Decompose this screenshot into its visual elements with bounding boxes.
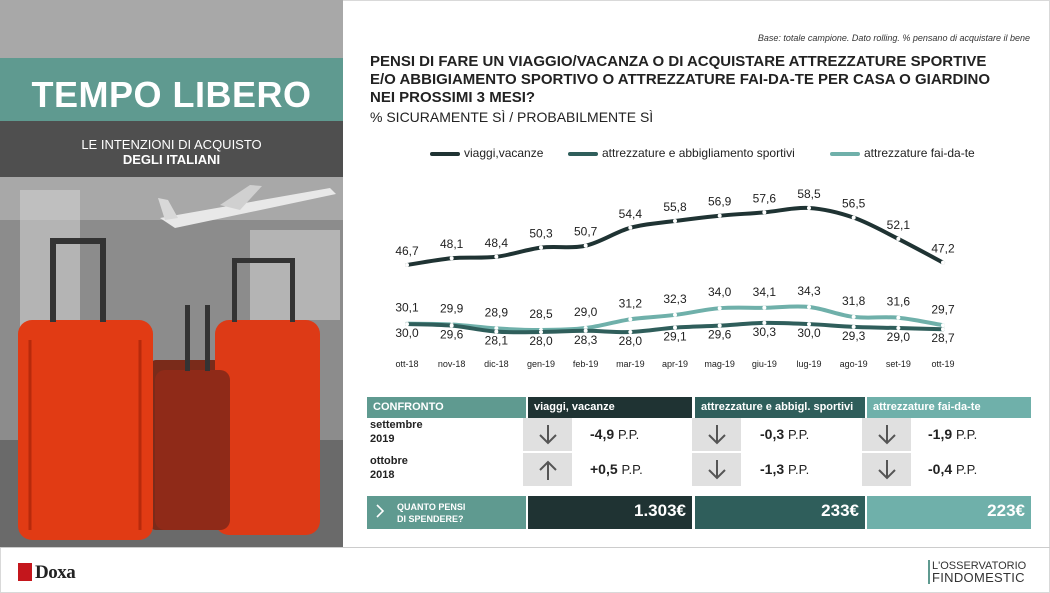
data-label-viaggi: 56,9 [707, 194, 732, 209]
x-tick-label: giu-19 [751, 359, 777, 369]
x-tick-label: nov-18 [437, 359, 466, 369]
data-label-faidate: 34,1 [752, 284, 777, 299]
data-label-faidate: 29,9 [439, 301, 464, 316]
data-label-viaggi: 56,5 [841, 196, 866, 211]
legend-swatch-sport [568, 152, 598, 156]
observatory-line-1: L'OSSERVATORIO [932, 560, 1027, 572]
x-tick-label: mag-19 [704, 359, 735, 369]
findomestic-logo [928, 560, 1026, 584]
data-label-viaggi: 47,2 [931, 241, 955, 256]
col-header-viaggi: viaggi, vacanze [528, 397, 692, 418]
x-tick-label: ott-18 [395, 359, 419, 369]
data-point-faidate [896, 316, 900, 320]
data-label-viaggi: 46,7 [395, 244, 419, 258]
arrow-up-icon [523, 453, 572, 486]
spend-question [367, 496, 526, 529]
data-label-sport: 28,0 [529, 334, 553, 348]
data-label-faidate: 28,9 [484, 305, 509, 320]
data-label-viaggi: 57,6 [752, 191, 777, 206]
data-label-sport: 29,6 [439, 327, 464, 342]
spend-sport [695, 496, 865, 529]
data-label-faidate: 29,0 [573, 305, 598, 320]
data-label-sport: 30,0 [797, 326, 821, 341]
data-label-viaggi: 48,1 [439, 237, 464, 252]
x-tick-label: ago-19 [839, 359, 868, 369]
delta-viaggi-row1: -4,9 P.P. [590, 426, 640, 442]
doxa-logo-text: Doxa [35, 562, 76, 583]
question-line-1: PENSI DI FARE UN VIAGGIO/VACANZA O DI ACQUISTARE ATTREZZATURE SPORTIVE [370, 53, 987, 70]
data-label-viaggi: 48,4 [484, 235, 509, 250]
question-line-2: E/O ABBIGIAMENTO SPORTIVO O ATTREZZATURE FAI-DA-TE PER CASA O GIARDINO [370, 71, 991, 88]
data-label-viaggi: 50,7 [573, 224, 598, 239]
data-point-viaggi [494, 255, 498, 259]
measure-label: % SICURAMENTE SÌ / PROBABILMENTE SÌ [370, 109, 654, 125]
legend-faidate [830, 146, 975, 160]
subtitle-line-2: DEGLI ITALIANI [122, 152, 221, 167]
data-point-faidate [673, 313, 677, 317]
doxa-logo-icon [18, 563, 32, 581]
arrow-down-icon [862, 418, 911, 451]
data-label-faidate: 31,2 [618, 296, 643, 311]
data-point-viaggi [896, 237, 900, 241]
row2-label-year: 2018 [370, 469, 395, 481]
x-tick-label: dic-18 [484, 359, 509, 369]
row2-label-month: ottobre [370, 455, 408, 467]
spend-faidate [867, 496, 1031, 529]
data-label-sport: 28,1 [484, 333, 509, 348]
legend-label-sport: attrezzature e abbigliamento sportivi [602, 146, 795, 160]
x-tick-label: set-19 [885, 359, 911, 369]
delta-sport-row1: -0,3 P.P. [760, 426, 810, 442]
data-label-sport: 29,1 [663, 329, 687, 344]
spend-sport-value: 233€ [821, 501, 859, 520]
data-label-viaggi: 54,4 [618, 206, 643, 221]
data-point-viaggi [628, 226, 632, 230]
data-point-faidate [628, 317, 632, 321]
confronto-header: CONFRONTO [367, 397, 526, 418]
spend-label-line-1: QUANTO PENSI [397, 502, 466, 512]
observatory-line-2: FINDOMESTIC [932, 570, 1025, 585]
question-title [370, 53, 1010, 107]
x-tick-label: apr-19 [661, 359, 689, 369]
row-label-settembre [370, 418, 423, 446]
data-label-viaggi: 50,3 [529, 226, 553, 241]
data-label-faidate: 34,3 [797, 284, 821, 298]
section-title: TEMPO LIBERO [31, 74, 312, 115]
data-label-sport: 30,3 [752, 324, 777, 339]
data-label-faidate: 29,7 [931, 302, 955, 317]
delta-viaggi-row2: +0,5 P.P. [590, 461, 643, 477]
spend-label [367, 496, 526, 525]
data-label-sport: 29,0 [886, 330, 911, 345]
data-label-viaggi: 58,5 [797, 187, 821, 201]
data-point-viaggi [584, 244, 588, 248]
data-point-faidate [807, 305, 811, 309]
x-tick-label: gen-19 [526, 359, 556, 369]
data-label-faidate: 30,1 [395, 300, 419, 315]
delta-faidate-row1: -1,9 P.P. [928, 426, 978, 442]
delta-sport-row2: -1,3 P.P. [760, 461, 810, 477]
data-point-viaggi [807, 206, 811, 210]
data-point-viaggi [718, 214, 722, 218]
arrow-down-icon [862, 453, 911, 486]
arrow-down-icon [692, 418, 741, 451]
col-header-faidate: attrezzature fai-da-te [867, 397, 1031, 418]
data-point-viaggi [941, 261, 945, 265]
data-label-sport: 28,3 [573, 332, 598, 347]
spend-viaggi-value: 1.303€ [634, 501, 686, 520]
data-point-viaggi [539, 246, 543, 250]
data-label-sport: 28,0 [618, 334, 643, 348]
base-note: Base: totale campione. Dato rolling. % pensano di acquistare il bene [757, 33, 1030, 43]
data-point-viaggi [852, 216, 856, 220]
data-point-viaggi [673, 219, 677, 223]
footer-divider [0, 547, 1050, 548]
data-label-sport: 29,3 [841, 328, 866, 343]
delta-faidate-row2: -0,4 P.P. [928, 461, 978, 477]
legend-label-viaggi: viaggi,vacanze [464, 146, 544, 160]
legend-viaggi [430, 146, 543, 160]
arrow-down-icon [523, 418, 572, 451]
data-point-viaggi [762, 210, 766, 214]
data-label-faidate: 31,6 [886, 294, 911, 309]
data-point-viaggi [405, 263, 409, 267]
x-tick-label: mar-19 [616, 359, 645, 369]
spend-label-line-2: DI SPENDERE? [397, 514, 464, 524]
data-point-faidate [941, 323, 945, 327]
data-label-viaggi: 52,1 [886, 217, 911, 232]
line-chart [360, 165, 1000, 377]
legend-label-faidate: attrezzature fai-da-te [864, 146, 975, 160]
legend-swatch-faidate [830, 152, 860, 156]
spend-faidate-value: 223€ [987, 501, 1025, 520]
subtitle-line-1: LE INTENZIONI DI ACQUISTO [81, 137, 262, 152]
data-label-faidate: 31,8 [841, 293, 866, 308]
data-label-sport: 30,0 [395, 326, 419, 341]
col-header-sport: attrezzature e abbigl. sportivi [695, 397, 865, 418]
data-point-faidate [762, 306, 766, 310]
legend-swatch-viaggi [430, 152, 460, 156]
row1-label-year: 2019 [370, 433, 395, 445]
data-point-faidate [718, 306, 722, 310]
data-label-faidate: 34,0 [707, 285, 732, 300]
x-tick-label: feb-19 [572, 359, 599, 369]
data-label-sport: 28,7 [931, 331, 955, 346]
data-label-faidate: 32,3 [663, 291, 687, 306]
data-point-faidate [852, 315, 856, 319]
spend-viaggi [528, 496, 692, 529]
x-tick-label: ott-19 [931, 359, 955, 369]
data-label-sport: 29,6 [707, 327, 732, 342]
question-line-3: NEI PROSSIMI 3 MESI? [370, 89, 536, 106]
data-point-viaggi [450, 256, 454, 260]
legend-sport [568, 146, 795, 160]
arrow-down-icon [692, 453, 741, 486]
data-label-faidate: 28,5 [529, 307, 553, 322]
row1-label-month: settembre [370, 419, 423, 431]
data-label-viaggi: 55,8 [663, 200, 687, 215]
chevron-right-icon [375, 504, 385, 518]
x-tick-label: lug-19 [796, 359, 822, 369]
row-label-ottobre [370, 454, 408, 482]
